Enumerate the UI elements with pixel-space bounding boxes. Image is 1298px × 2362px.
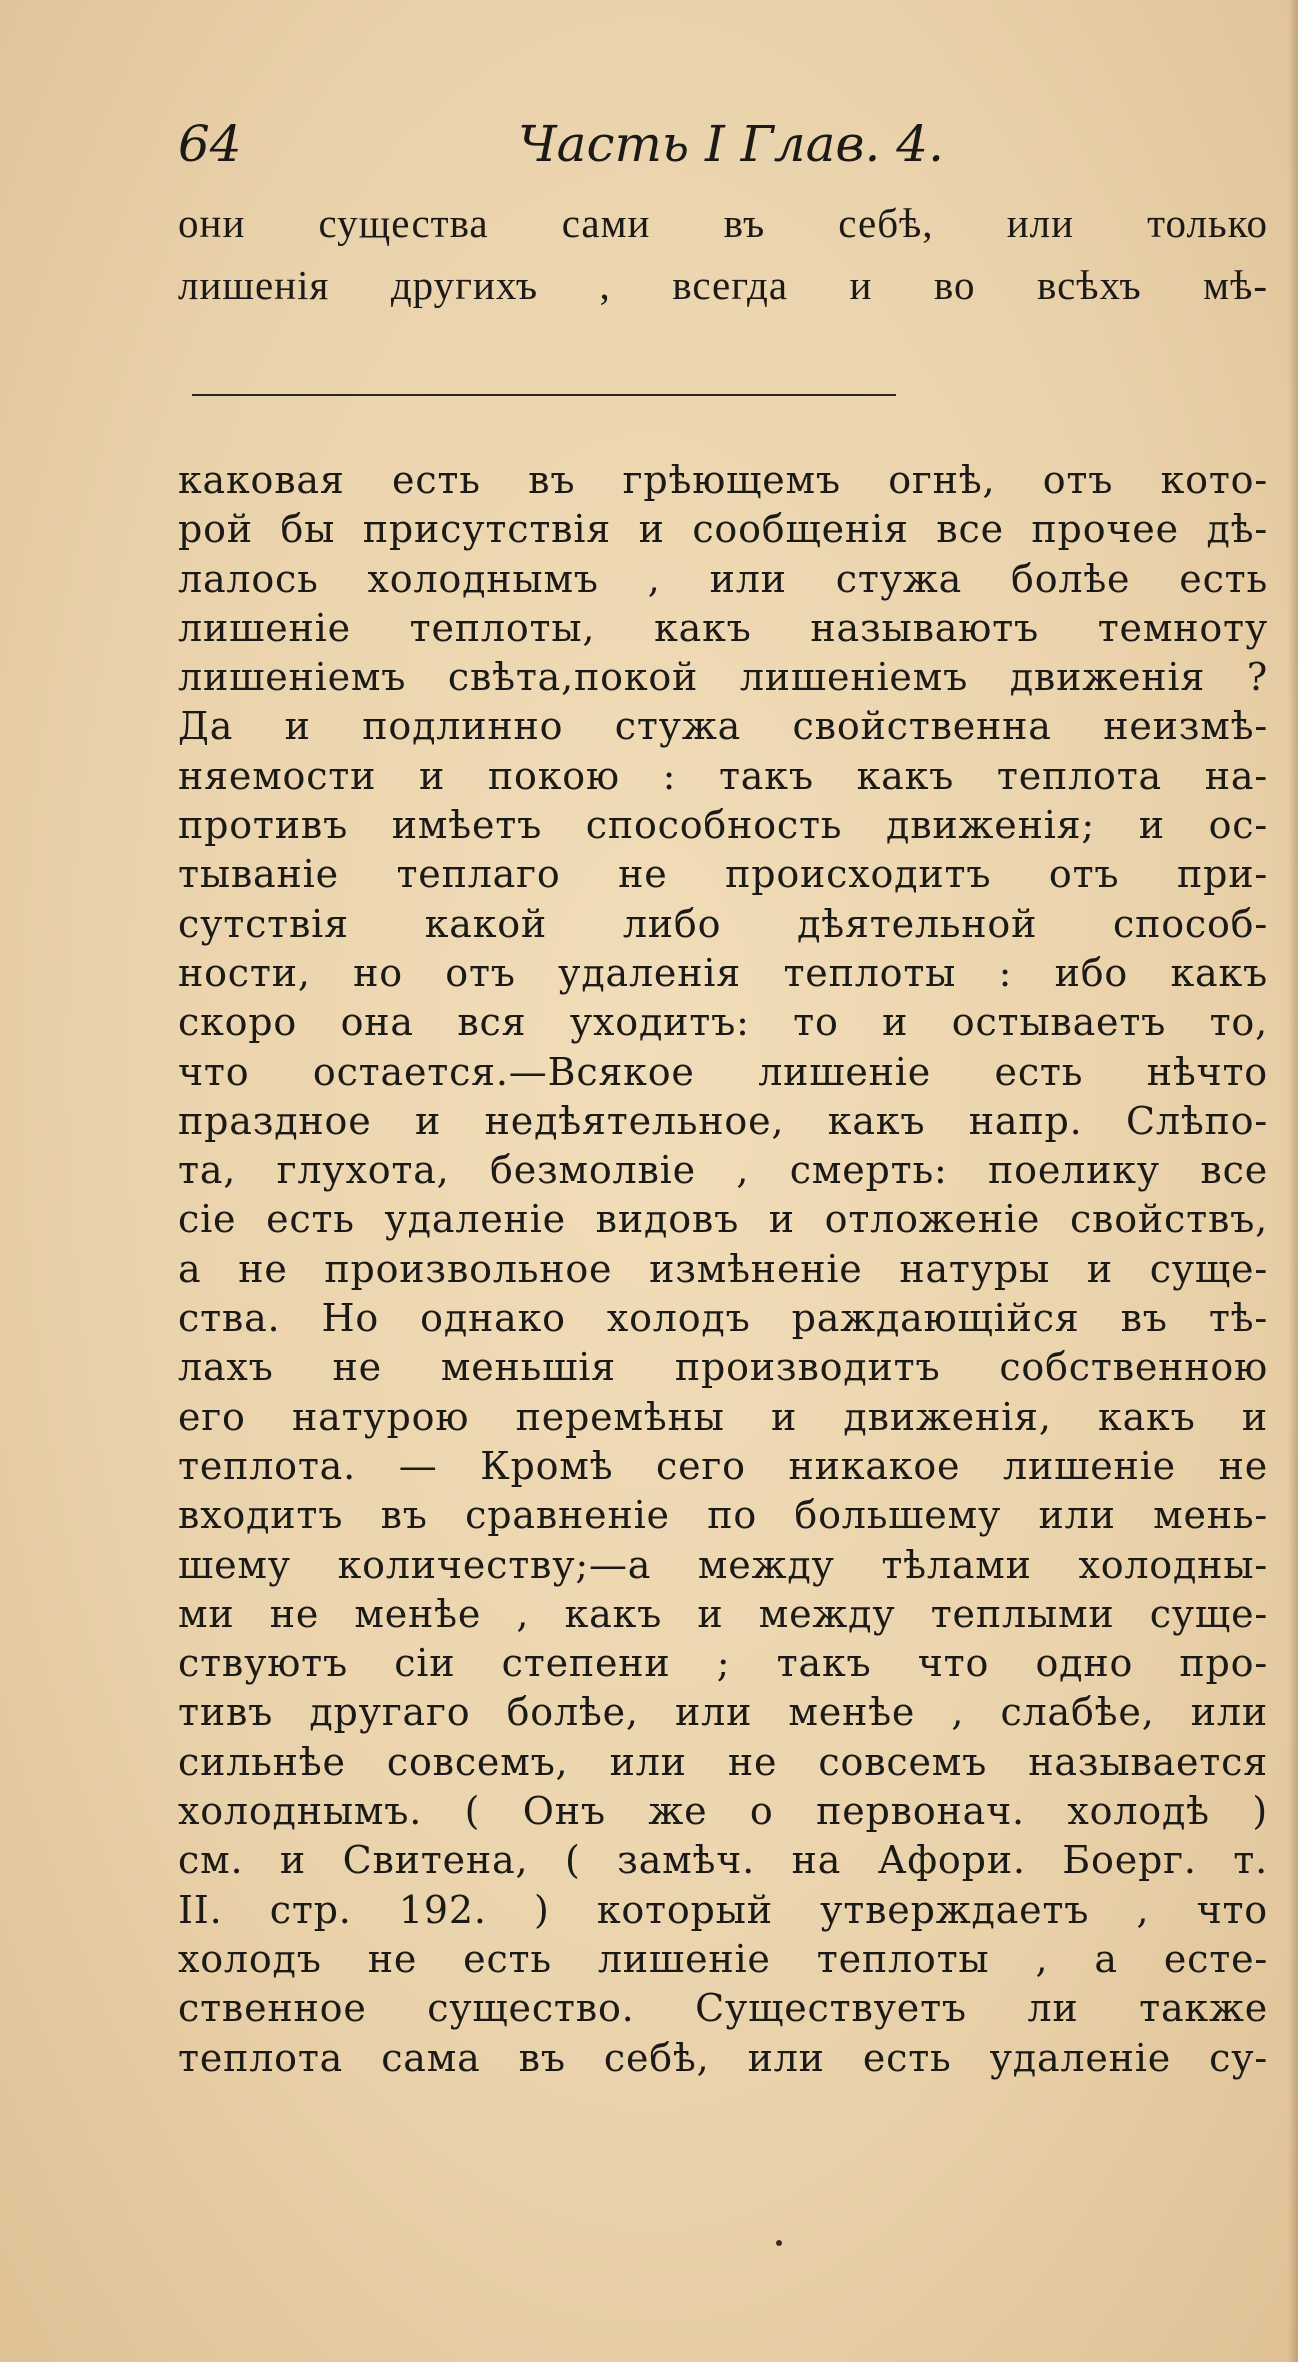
text-line: лишеніе теплоты, какъ называютъ темноту bbox=[178, 605, 1268, 650]
text-line: теплота сама въ себѣ, или есть удаленіе су- bbox=[178, 2035, 1268, 2080]
text-line: что остается.—Всякое лишеніе есть нѣчто bbox=[178, 1049, 1268, 1094]
fragment-line: лишенія другихъ , всегда и во всѣхъ мѣ- bbox=[178, 262, 1268, 308]
fragment-line: они существа сами въ себѣ, или только bbox=[178, 200, 1268, 246]
page-header bbox=[178, 108, 978, 180]
text-line: холодъ не есть лишеніе теплоты , а есте- bbox=[178, 1936, 1268, 1981]
text-line: сутствія какой либо дѣятельной способ- bbox=[178, 901, 1268, 946]
text-line: та, глухота, безмолвіе , смерть: поелику все bbox=[178, 1148, 1268, 1193]
text-line: сильнѣе совсемъ, или не совсемъ называется bbox=[178, 1739, 1268, 1784]
text-line: лахъ не меньшія производитъ собственною bbox=[178, 1345, 1268, 1390]
text-line: Да и подлинно стужа свойственна неизмѣ- bbox=[178, 704, 1268, 749]
running-head: Часть I Глав. 4. bbox=[518, 115, 944, 173]
text-line: лишеніемъ свѣта,покой лишеніемъ движенія ? bbox=[178, 655, 1268, 700]
separator-rule bbox=[192, 394, 896, 396]
text-line: теплота. — Кромѣ сего никакое лишеніе не bbox=[178, 1443, 1268, 1488]
text-line: тываніе теплаго не происходитъ отъ при- bbox=[178, 852, 1268, 897]
text-line: ства. Но однако холодъ раждающійся въ тѣ- bbox=[178, 1296, 1268, 1341]
text-line: холоднымъ. ( Онъ же о первонач. холодѣ ) bbox=[178, 1789, 1268, 1834]
text-line: праздное и недѣятельное, какъ напр. Слѣпо- bbox=[178, 1098, 1268, 1143]
text-line: противъ имѣетъ способность движенія; и ос- bbox=[178, 803, 1268, 848]
text-line: шему количеству;—а между тѣлами холодны- bbox=[178, 1542, 1268, 1587]
text-line: ствуютъ сіи степени ; такъ что одно про- bbox=[178, 1641, 1268, 1686]
text-line: ности, но отъ удаленія теплоты : ибо какъ bbox=[178, 950, 1268, 995]
text-line: каковая есть въ грѣющемъ огнѣ, отъ кото- bbox=[178, 458, 1268, 502]
text-line: его натурою перемѣны и движенія, какъ и bbox=[178, 1394, 1268, 1439]
text-line: сіе есть удаленіе видовъ и отложеніе свойствъ, bbox=[178, 1197, 1268, 1242]
text-line: тивъ другаго болѣе, или менѣе , слабѣе, или bbox=[178, 1690, 1268, 1735]
text-line: входитъ въ сравненіе по большему или мень- bbox=[178, 1493, 1268, 1538]
text-line: скоро она вся уходитъ: то и остываетъ то, bbox=[178, 1000, 1268, 1045]
text-line: см. и Свитена, ( замѣч. на Афори. Боерг. т. bbox=[178, 1838, 1268, 1883]
page-edge-shadow bbox=[1288, 0, 1298, 2362]
text-line: рой бы присутствія и сообщенія все прочее дѣ- bbox=[178, 507, 1268, 552]
page-number: 64 bbox=[178, 115, 242, 173]
top-text-fragment bbox=[178, 192, 1268, 316]
main-text-block bbox=[178, 456, 1268, 2083]
text-line: ственное существо. Существуетъ ли также bbox=[178, 1986, 1268, 2031]
ink-speck bbox=[776, 2240, 782, 2246]
text-line: лалось холоднымъ , или стужа болѣе есть bbox=[178, 556, 1268, 601]
text-line: II. стр. 192. ) который утверждаетъ , что bbox=[178, 1887, 1268, 1932]
text-line: а не произвольное измѣненіе натуры и суще- bbox=[178, 1246, 1268, 1291]
text-line: ми не менѣе , какъ и между теплыми суще- bbox=[178, 1591, 1268, 1636]
text-line: няемости и покою : такъ какъ теплота на- bbox=[178, 753, 1268, 798]
